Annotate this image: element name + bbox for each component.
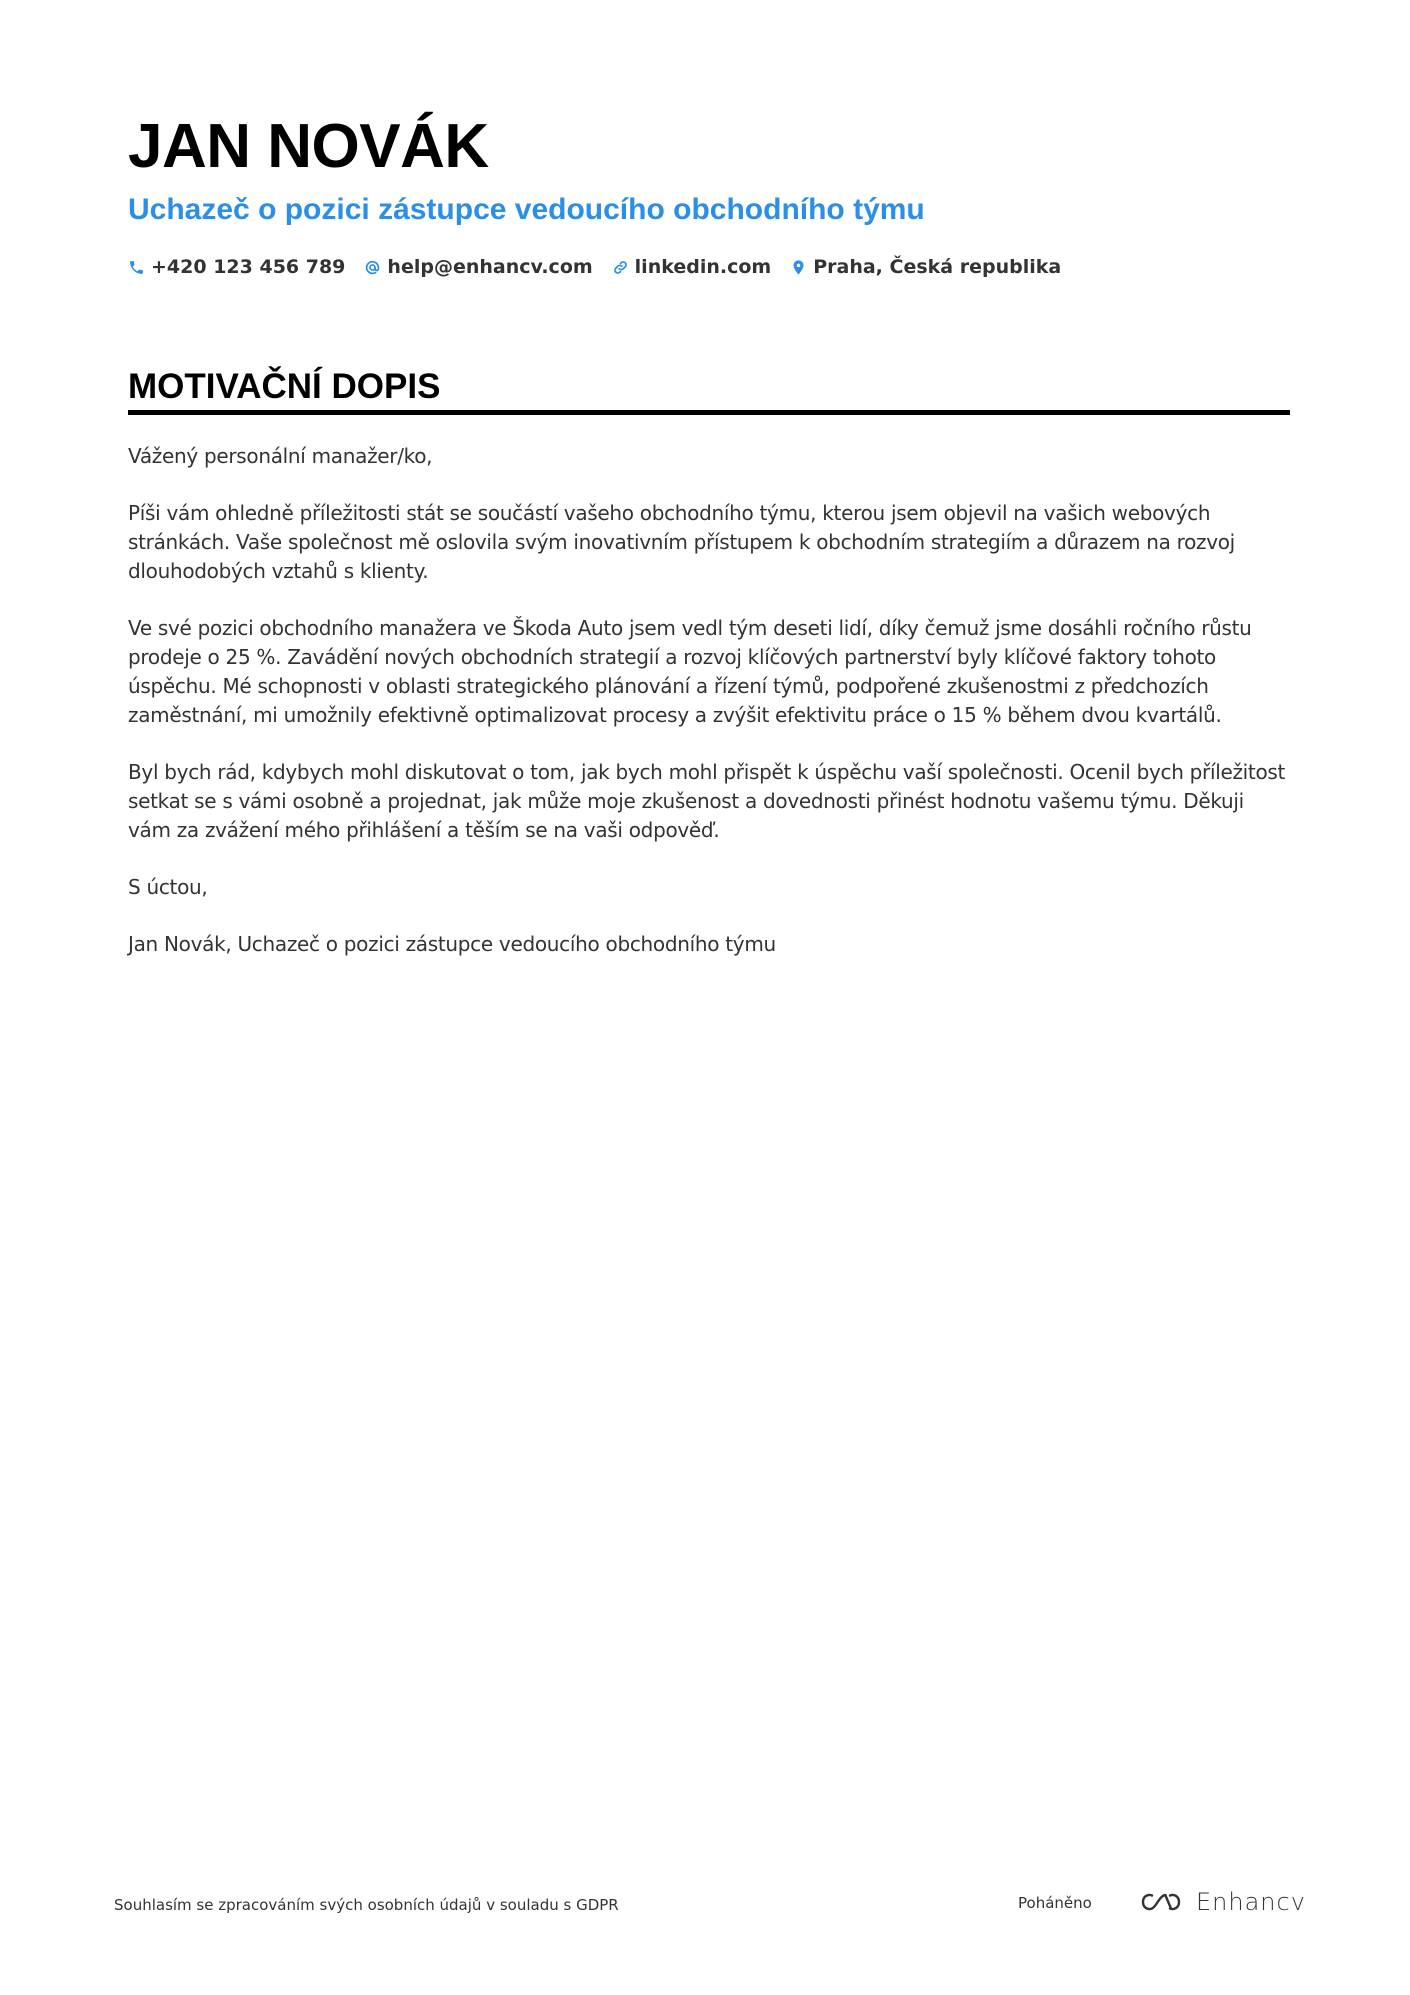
location-pin-icon — [790, 259, 807, 276]
section-divider — [128, 410, 1290, 415]
link-icon — [612, 259, 629, 276]
phone-icon — [128, 259, 145, 276]
email-text: help@enhancv.com — [387, 256, 593, 278]
letter-body — [128, 442, 1292, 987]
applicant-headline: Uchazeč o pozici zástupce vedoucího obchodního týmu — [128, 193, 925, 226]
enhancv-logo-text: Enhancv — [1196, 1888, 1306, 1916]
linkedin-text: linkedin.com — [634, 256, 772, 278]
contact-phone[interactable] — [128, 252, 345, 282]
contact-bar — [128, 252, 1061, 282]
powered-by-label: Poháněno — [1018, 1894, 1092, 1912]
contact-email[interactable] — [364, 252, 592, 282]
sign-off: S úctou, — [128, 875, 208, 899]
signature-line: Jan Novák, Uchazeč o pozici zástupce vedoucího obchodního týmu — [128, 932, 776, 956]
section-title: MOTIVAČNÍ DOPIS — [128, 367, 441, 406]
phone-text: +420 123 456 789 — [151, 256, 346, 278]
paragraph-experience: Ve své pozici obchodního manažera ve Škoda Auto jsem vedl tým deseti lidí, díky čemuž jsme dosáhli ročního růstu prodeje o 25 %. Zavádění nových obchodních strategií a rozvoj klíčových partnerství byly klíčové faktory tohoto úspěchu. Mé schopnosti v oblasti strategického plánování a řízení týmů, podpořené zkušenostmi z předchozích zaměstnání, mi umožnily efektivně optimalizovat procesy a zvýšit efektivitu práce o 15 % během dvou kvartálů. — [128, 616, 1252, 727]
applicant-name: JAN NOVÁK — [128, 112, 489, 181]
location-text: Praha, Česká republika — [813, 256, 1062, 278]
contact-linkedin[interactable] — [612, 252, 772, 282]
salutation: Vážený personální manažer/ko, — [128, 444, 433, 468]
paragraph-closing: Byl bych rád, kdybych mohl diskutovat o tom, jak bych mohl přispět k úspěchu vaší společnosti. Ocenil bych příležitost setkat se s vámi osobně a projednat, jak může moje zkušenost a dovednosti přinést hodnotu vašemu týmu. Děkuji vám za zvážení mého přihlášení a těším se na vaši odpověď. — [128, 760, 1286, 842]
gdpr-consent-text: Souhlasím se zpracováním svých osobních údajů v souladu s GDPR — [114, 1896, 619, 1914]
enhancv-logo-icon — [1138, 1889, 1184, 1915]
at-icon — [364, 259, 381, 276]
contact-location — [790, 252, 1061, 282]
enhancv-logo[interactable] — [1138, 1887, 1306, 1917]
paragraph-intro: Píši vám ohledně příležitosti stát se součástí vašeho obchodního týmu, kterou jsem objevil na vašich webových stránkách. Vaše společnost mě oslovila svým inovativním přístupem k obchodním strategiím a důrazem na rozvoj dlouhodobých vztahů s klienty. — [128, 501, 1235, 583]
